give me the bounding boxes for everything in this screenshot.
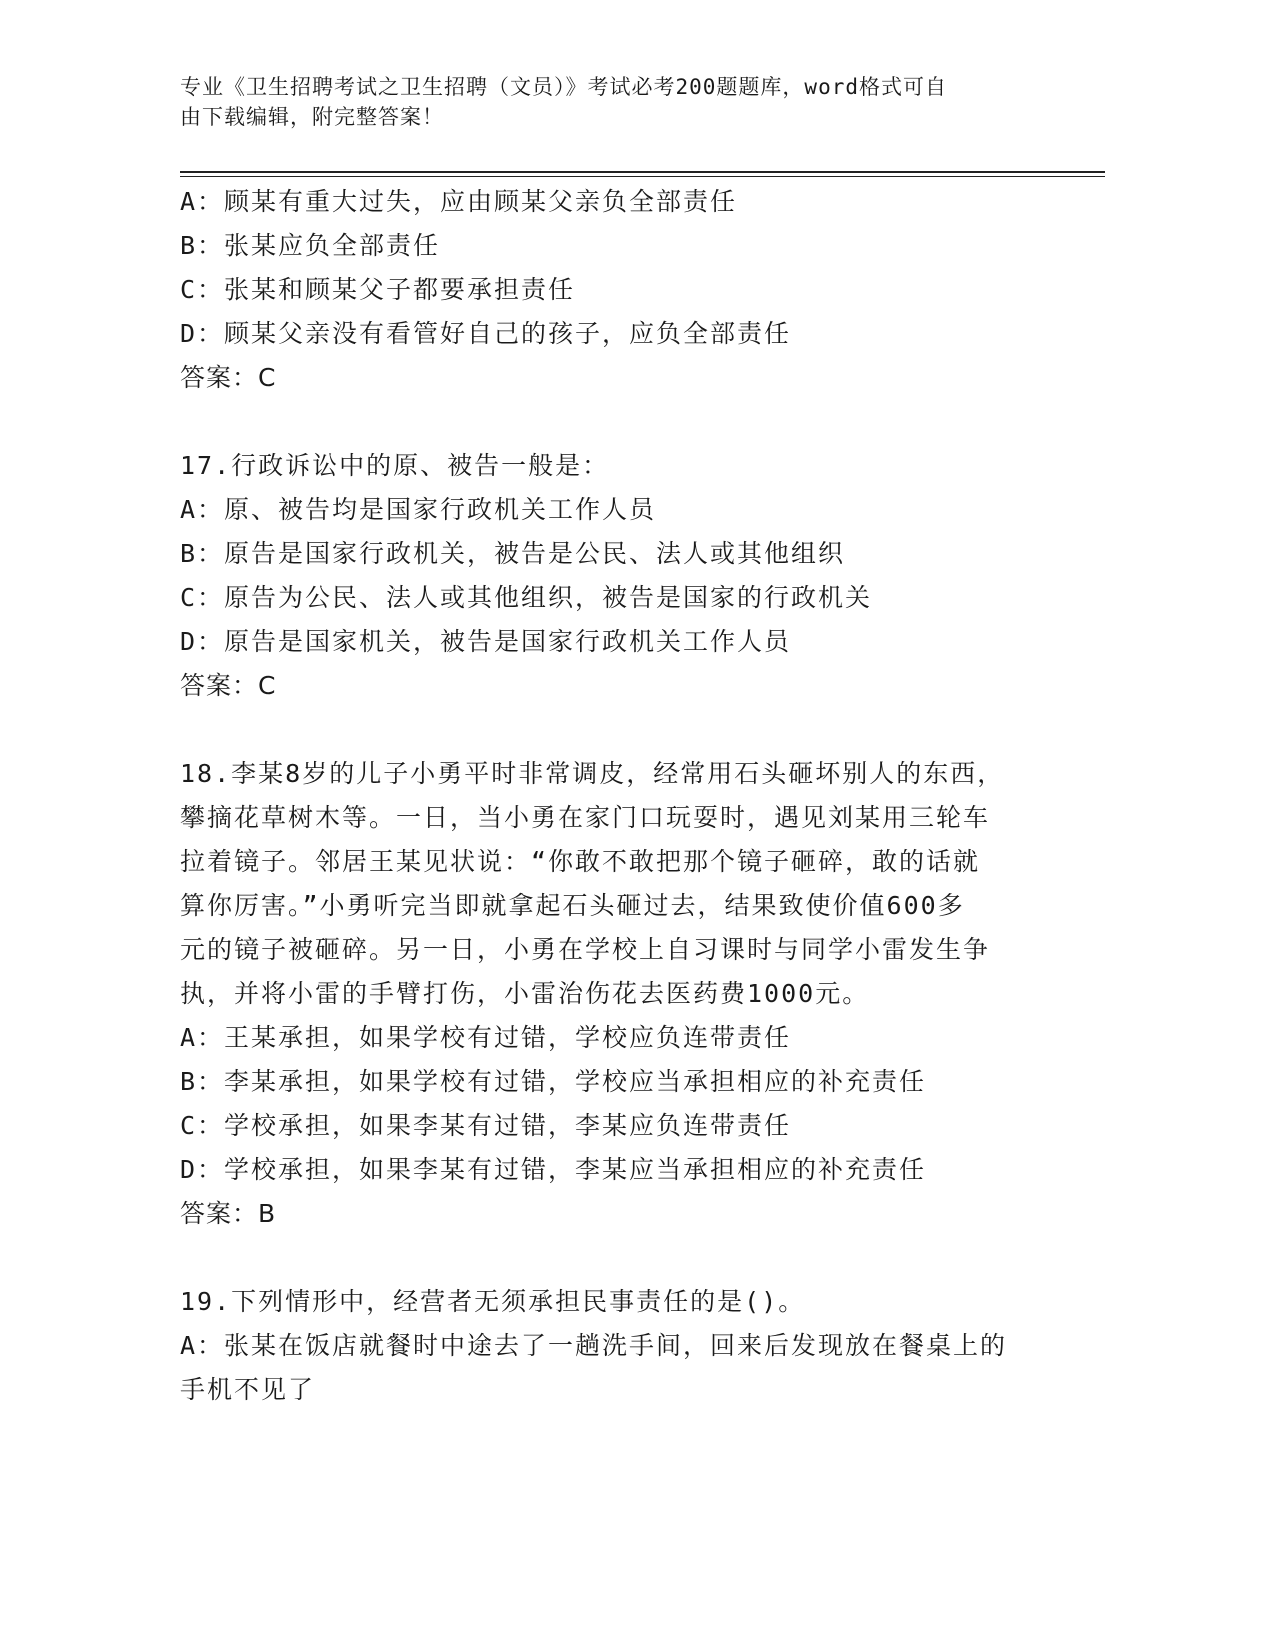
header-rule-thin [180,176,1105,177]
question-stem: 19.下列情形中，经营者无须承担民事责任的是()。 [180,1287,806,1316]
option-d: D：学校承担，如果李某有过错，李某应当承担相应的补充责任 [180,1155,927,1184]
option-b: B：李某承担，如果学校有过错，学校应当承担相应的补充责任 [180,1067,927,1096]
question-19 [180,1280,1040,1412]
header-line-1: 专业《卫生招聘考试之卫生招聘（文员）》考试必考200题题库，word格式可自 [180,75,947,99]
question-17 [180,444,1040,708]
question-stem-line: 攀摘花草树木等。一日，当小勇在家门口玩耍时，遇见刘某用三轮车 [180,803,991,832]
question-stem-line: 算你厉害。”小勇听完当即就拿起石头砸过去，结果致使价值600多 [180,891,965,920]
answer: 答案：C [180,363,277,392]
option-c: C：张某和顾某父子都要承担责任 [180,275,576,304]
header-line-2: 由下载编辑，附完整答案！ [180,105,444,129]
question-stem-line: 18.李某8岁的儿子小勇平时非常调皮，经常用石头砸坏别人的东西， [180,759,1005,788]
option-a: A：顾某有重大过失，应由顾某父亲负全部责任 [180,187,738,216]
answer: 答案：C [180,671,277,700]
question-18 [180,752,1040,1236]
document-body [180,180,1040,1412]
question-stem: 17.行政诉讼中的原、被告一般是： [180,451,610,480]
option-a: A：原、被告均是国家行政机关工作人员 [180,495,657,524]
option-d: D：原告是国家机关，被告是国家行政机关工作人员 [180,627,792,656]
question-stem-line: 元的镜子被砸碎。另一日，小勇在学校上自习课时与同学小雷发生争 [180,935,991,964]
option-a: A：王某承担，如果学校有过错，学校应负连带责任 [180,1023,792,1052]
document-header [180,72,1040,132]
option-a-line: 手机不见了 [180,1375,316,1404]
option-c: C：原告为公民、法人或其他组织，被告是国家的行政机关 [180,583,873,612]
option-c: C：学校承担，如果李某有过错，李某应负连带责任 [180,1111,792,1140]
option-b: B：原告是国家行政机关，被告是公民、法人或其他组织 [180,539,846,568]
question-16 [180,180,1040,400]
option-d: D：顾某父亲没有看管好自己的孩子，应负全部责任 [180,319,792,348]
question-stem-line: 拉着镜子。邻居王某见状说：“你敢不敢把那个镜子砸碎，敢的话就 [180,847,981,876]
question-stem-line: 执，并将小雷的手臂打伤，小雷治伤花去医药费1000元。 [180,979,870,1008]
header-rule-thick [180,171,1105,173]
answer: 答案：B [180,1199,277,1228]
option-b: B：张某应负全部责任 [180,231,441,260]
option-a-line: A：张某在饭店就餐时中途去了一趟洗手间，回来后发现放在餐桌上的 [180,1331,1008,1360]
